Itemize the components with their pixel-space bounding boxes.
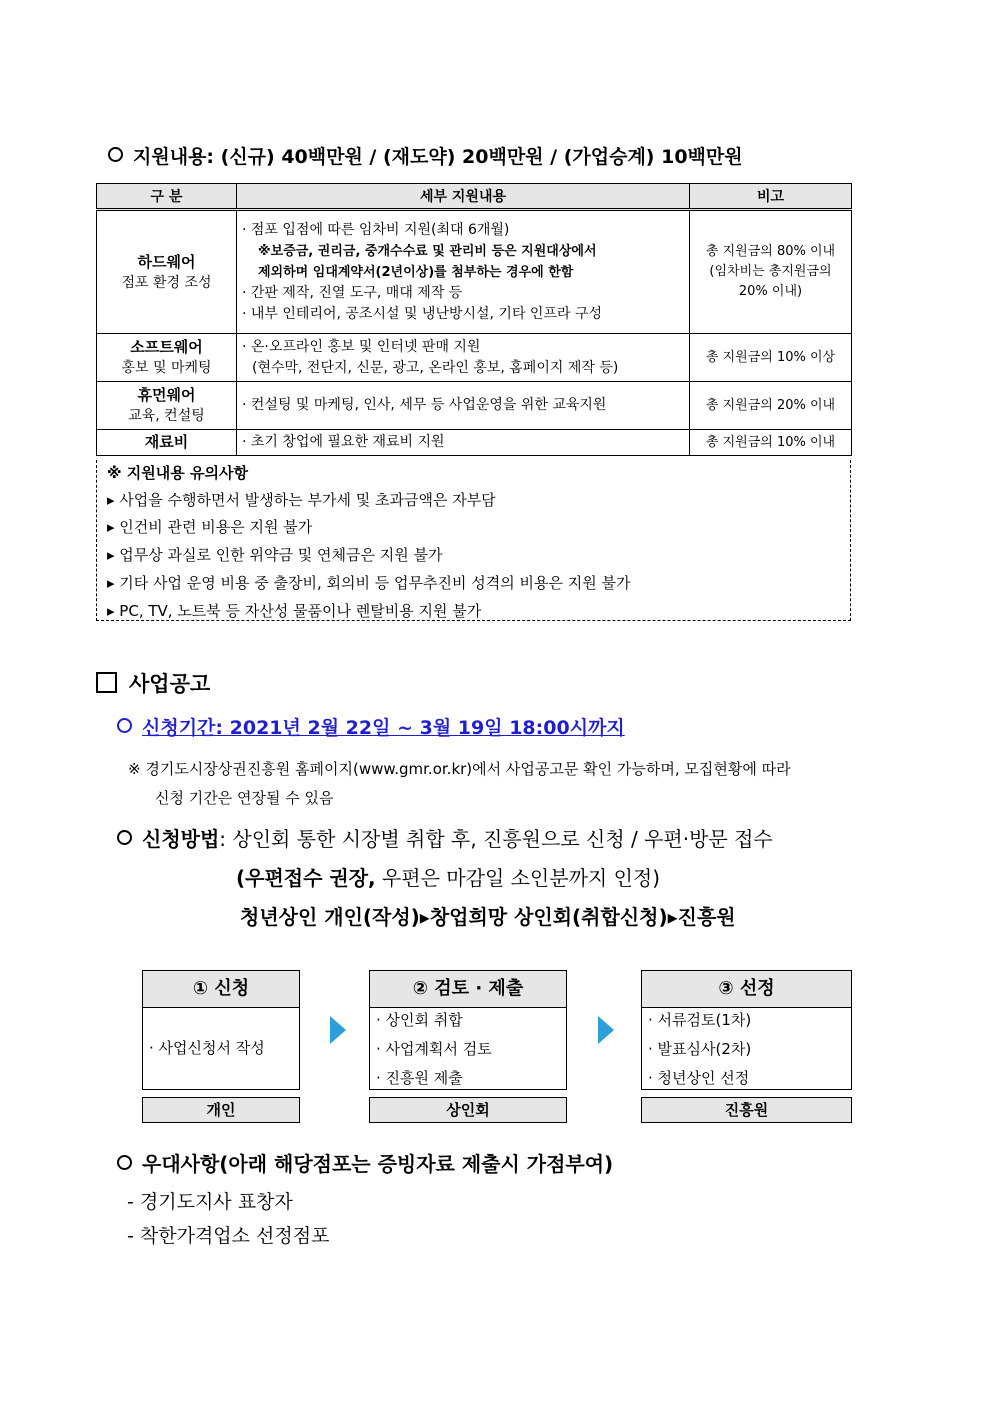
circle-bullet-icon <box>117 718 132 733</box>
flow-step-apply <box>142 970 300 1090</box>
arrow-right-icon <box>330 1016 346 1044</box>
list-item: - 경기도지사 표창자 <box>127 1191 293 1213</box>
notes-title: ※ 지원내용 유의사항 <box>107 464 248 482</box>
table-row <box>97 382 852 430</box>
list-item: · 서류검토(1차) <box>648 1011 752 1029</box>
preference-heading: 우대사항(아래 해당점포는 증빙자료 제출시 가점부여) <box>117 1148 613 1177</box>
list-item: ▸ 업무상 과실로 인한 위약금 및 연체금은 지원 불가 <box>107 546 443 564</box>
list-item: ▸ PC, TV, 노트북 등 자산성 물품이나 렌탈비용 지원 불가 <box>107 602 482 620</box>
detail-cell: · 점포 입점에 따른 임차비 지원(최대 6개월) ※보증금, 권리금, 중개수수료 및 관리비 등은 지원대상에서 제외하며 임대계약서(2년이상)를 첨부하는 경우에 한함 · 간판 제작, 진열 도구, 매대 제작 등 · 내부 인테리어, 공조시설 및 냉난방시설, 기타 인프라 구성 <box>237 210 690 334</box>
list-item: · 진흥원 제출 <box>376 1069 463 1087</box>
detail-cell: · 컨설팅 및 마케팅, 인사, 세무 등 사업운영을 위한 교육지원 <box>237 382 690 430</box>
category-cell: 재료비 <box>97 430 237 456</box>
table-header-row <box>97 184 852 210</box>
note-cell: 총 지원금의 80% 이내 (임차비는 총지원금의 20% 이내) <box>690 210 852 334</box>
flow-text: 청년상인 개인(작성)▸창업희망 상인회(취합신청)▸진흥원 <box>240 905 736 929</box>
note-cell: 총 지원금의 20% 이내 <box>690 382 852 430</box>
method-sub: (우편접수 권장, 우편은 마감일 소인분까지 인정) <box>236 866 661 890</box>
period-note-cont: 신청 기간은 연장될 수 있음 <box>155 789 334 807</box>
list-item: - 착한가격업소 선정점포 <box>127 1225 330 1247</box>
list-item: ▸ 인건비 관련 비용은 지원 불가 <box>107 518 313 536</box>
flow-step-title: ③ 선정 <box>642 971 851 1008</box>
list-item: ▸ 사업을 수행하면서 발생하는 부가세 및 초과금액은 자부담 <box>107 491 496 509</box>
list-item: ▸ 기타 사업 운영 비용 중 출장비, 회의비 등 업무추진비 성격의 비용은 지원 불가 <box>107 574 631 592</box>
table-header: 비고 <box>690 184 852 210</box>
list-item: · 사업계획서 검토 <box>376 1040 492 1058</box>
table-row <box>97 430 852 456</box>
circle-bullet-icon <box>117 830 132 845</box>
period-note: ※ 경기도시장상권진흥원 홈페이지(www.gmr.or.kr)에서 사업공고문 확인 가능하며, 모집현황에 따라 <box>128 760 791 778</box>
arrow-right-icon <box>598 1016 614 1044</box>
flow-tag: 진흥원 <box>641 1097 852 1123</box>
flow-step-review <box>369 970 567 1090</box>
list-item: · 사업신청서 작성 <box>149 1039 265 1057</box>
flow-step-title: ② 검토 · 제출 <box>370 971 566 1008</box>
table-header: 구 분 <box>97 184 237 210</box>
note-cell: 총 지원금의 10% 이상 <box>690 334 852 382</box>
list-item: · 청년상인 선정 <box>648 1069 750 1087</box>
flow-step-title: ① 신청 <box>143 971 299 1008</box>
flow-tag: 상인회 <box>369 1097 567 1123</box>
list-item: · 상인회 취합 <box>376 1011 463 1029</box>
support-table <box>96 183 852 456</box>
application-method: 신청방법: 상인회 통한 시장별 취합 후, 진흥원으로 신청 / 우편·방문 접수 <box>117 823 773 852</box>
flow-step-select <box>641 970 852 1090</box>
section-title: 사업공고 <box>96 668 210 698</box>
flow-tag: 개인 <box>142 1097 300 1123</box>
note-cell: 총 지원금의 10% 이내 <box>690 430 852 456</box>
circle-bullet-icon <box>108 147 123 162</box>
category-cell: 하드웨어 점포 환경 조성 <box>97 210 237 334</box>
category-cell: 소프트웨어 홍보 및 마케팅 <box>97 334 237 382</box>
table-row <box>97 334 852 382</box>
square-bullet-icon <box>96 672 117 693</box>
support-heading: 지원내용: (신규) 40백만원 / (재도약) 20백만원 / (가업승계) 10백만원 <box>108 142 743 169</box>
table-header: 세부 지원내용 <box>237 184 690 210</box>
table-row <box>97 210 852 334</box>
category-cell: 휴먼웨어 교육, 컨설팅 <box>97 382 237 430</box>
circle-bullet-icon <box>117 1155 132 1170</box>
list-item: · 발표심사(2차) <box>648 1040 752 1058</box>
detail-cell: · 온·오프라인 홍보 및 인터넷 판매 지원 (현수막, 전단지, 신문, 광고, 온라인 홍보, 홈페이지 제작 등) <box>237 334 690 382</box>
detail-cell: · 초기 창업에 필요한 재료비 지원 <box>237 430 690 456</box>
application-period: 신청기간: 2021년 2월 22일 ~ 3월 19일 18:00시까지 <box>117 713 625 740</box>
notes-box <box>96 460 851 621</box>
